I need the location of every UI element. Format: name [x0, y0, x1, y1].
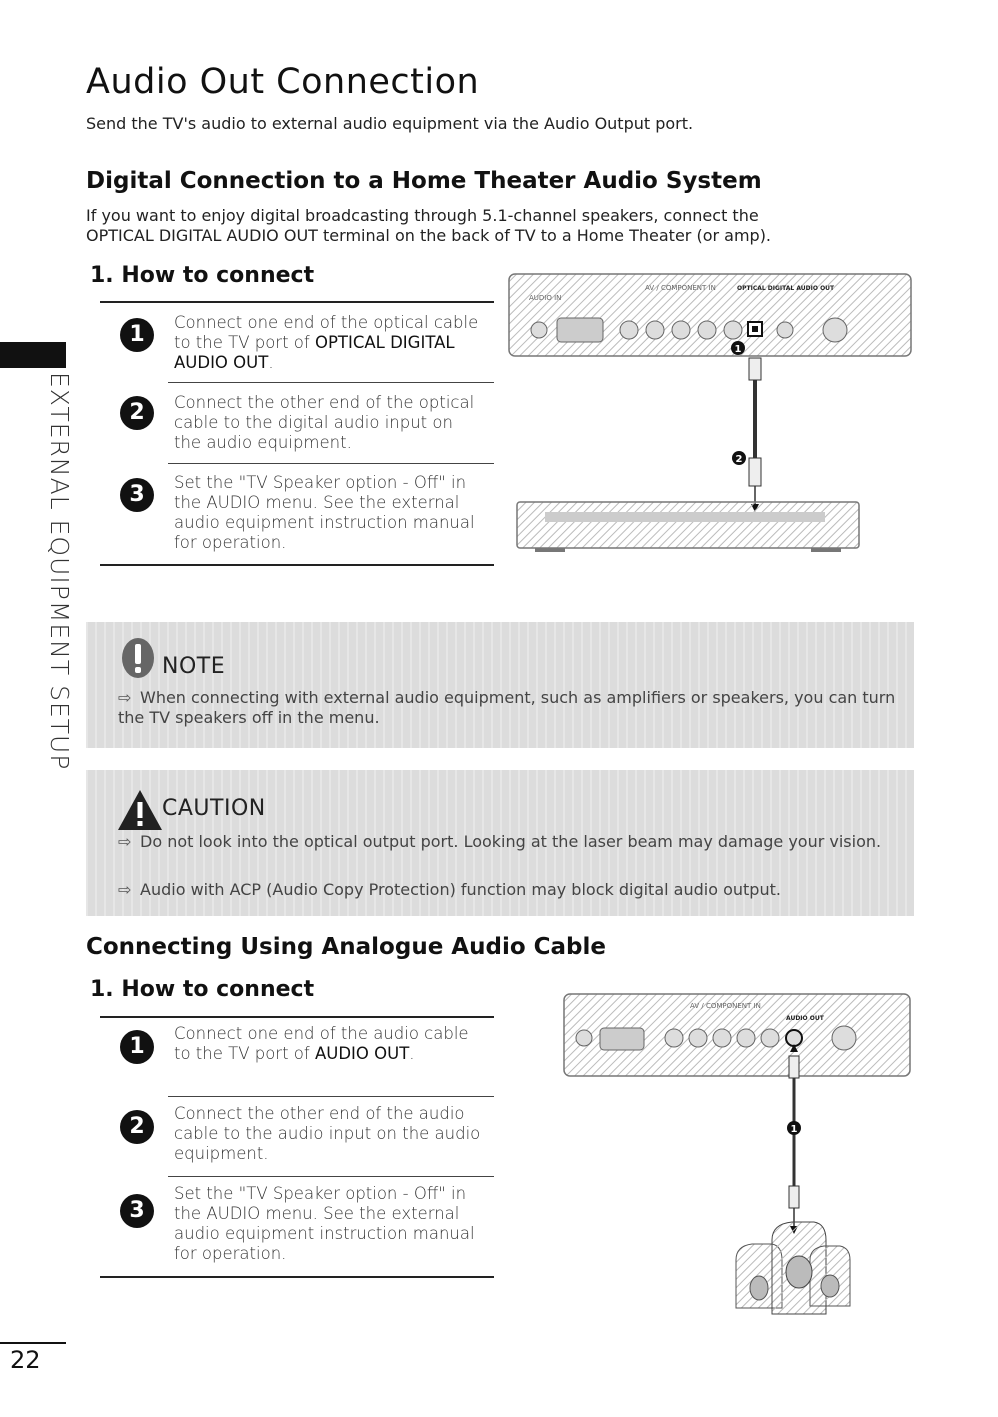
step-end: . [268, 353, 274, 372]
digital-intro [86, 206, 946, 246]
tv-rear-panel [564, 994, 910, 1076]
step-number: 2 [120, 396, 154, 430]
port-label: AV / COMPONENT IN [645, 284, 716, 292]
audio-cable [789, 1044, 799, 1234]
optical-connection-diagram [505, 268, 915, 568]
divider [168, 382, 494, 383]
step-number: 2 [120, 1110, 154, 1144]
home-theater-receiver [517, 502, 859, 552]
caution-title: CAUTION [162, 796, 266, 821]
section-label: EXTERNAL EQUIPMENT SETUP [45, 372, 74, 771]
arrow-icon: ⇨ [118, 880, 132, 899]
callout-label: 1 [734, 344, 742, 355]
port-label: AUDIO OUT [786, 1015, 824, 1022]
divider [100, 1016, 494, 1018]
caution-item [118, 832, 898, 852]
digital-heading: Digital Connection to a Home Theater Audio System [86, 168, 762, 194]
page-subtitle: Send the TV's audio to external audio equipment via the Audio Output port. [86, 114, 694, 133]
caution-text: Audio with ACP (Audio Copy Protection) function may block digital audio output. [140, 880, 781, 899]
speakers [736, 1222, 850, 1314]
divider [100, 564, 494, 566]
page-title: Audio Out Connection [86, 62, 480, 102]
analogue-step-3: Set the "TV Speaker option - Off" in the AUDIO menu. See the external audio equipment instruction manual for operation. [174, 1184, 475, 1263]
caution-item [118, 880, 898, 900]
note-item [118, 688, 898, 728]
port-name: OPTICAL DIGITAL AUDIO OUT [174, 333, 455, 372]
exclamation-icon [120, 636, 156, 680]
analogue-step-1 [174, 1024, 474, 1064]
page-number: 22 [10, 1346, 41, 1374]
step-end: . [409, 1044, 415, 1063]
arrow-icon: ⇨ [118, 832, 132, 851]
digital-intro-line2: OPTICAL DIGITAL AUDIO OUT terminal on the back of TV to a Home Theater (or amp). [86, 226, 772, 245]
footer-rule [0, 1342, 66, 1344]
port-label: AUDIO IN [529, 294, 562, 302]
step-text: Connect one end of the audio cable to the TV port of [174, 1024, 469, 1063]
port-label: OPTICAL DIGITAL AUDIO OUT [737, 285, 835, 292]
analogue-heading: Connecting Using Analogue Audio Cable [86, 934, 606, 960]
divider [168, 463, 494, 464]
caution-box [86, 770, 914, 916]
step-number: 3 [120, 1194, 154, 1228]
analogue-how-to-heading: 1. How to connect [90, 977, 315, 1002]
divider [100, 301, 494, 303]
divider [100, 1276, 494, 1278]
port-name: AUDIO OUT [314, 1044, 410, 1063]
step-number: 3 [120, 478, 154, 512]
step-text: Connect one end of the optical cable to the TV port of [174, 313, 479, 352]
analogue-connection-diagram [560, 988, 915, 1318]
caution-text: Do not look into the optical output port. Looking at the laser beam may damage your vision. [140, 832, 882, 851]
callout-label: 1 [790, 1124, 798, 1135]
arrow-icon: ⇨ [118, 688, 132, 707]
note-box [86, 622, 914, 748]
digital-step-2: Connect the other end of the optical cable to the digital audio input on the audio equipment. [174, 393, 475, 452]
note-title: NOTE [162, 654, 226, 679]
tv-rear-panel [509, 274, 911, 356]
divider [168, 1096, 494, 1097]
sidebar-marker [0, 342, 66, 368]
digital-step-3: Set the "TV Speaker option - Off" in the AUDIO menu. See the external audio equipment instruction manual for operation. [174, 473, 475, 552]
divider [168, 1176, 494, 1177]
callout-label: 2 [735, 454, 743, 465]
digital-step-1 [174, 313, 494, 373]
warning-icon [116, 788, 164, 832]
note-text: When connecting with external audio equipment, such as amplifiers or speakers, you can turn the TV speakers off in the menu. [118, 688, 896, 727]
step-number: 1 [120, 318, 154, 352]
port-label: AV / COMPONENT IN [690, 1002, 761, 1010]
digital-how-to-heading: 1. How to connect [90, 263, 315, 288]
step-number: 1 [120, 1030, 154, 1064]
analogue-step-2: Connect the other end of the audio cable to the audio input on the audio equipment. [174, 1104, 481, 1163]
digital-intro-line1: If you want to enjoy digital broadcasting through 5.1-channel speakers, connect the [86, 206, 759, 225]
optical-cable [749, 358, 761, 512]
